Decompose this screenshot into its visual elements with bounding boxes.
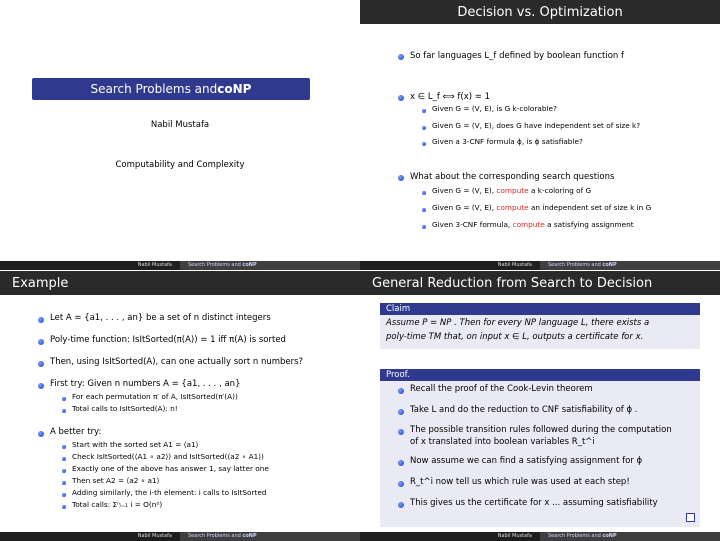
bullet-text: What about the corresponding search questions bbox=[410, 172, 615, 182]
sub-bullet-text: Check IsItSorted(⟨A1 ∘ a2⟩) and IsItSorted(⟨a2 ∘ A1⟩) bbox=[72, 452, 264, 461]
footer: Nabil Mustafa Search Problems and coNP bbox=[360, 261, 720, 270]
proof-text: Now assume we can find a satisfying assignment for ϕ bbox=[410, 456, 643, 466]
proof-text: The possible transition rules followed during the computation bbox=[410, 425, 672, 435]
sub-bullet-icon bbox=[62, 469, 66, 473]
bullet-icon bbox=[38, 361, 44, 367]
sub-bullet-icon bbox=[62, 493, 66, 497]
bullet-icon bbox=[38, 339, 44, 345]
bullet-text: Then, using IsItSorted(A), can one actually sort n numbers? bbox=[50, 357, 304, 367]
sub-bullet-text: Start with the sorted set A1 = ⟨a1⟩ bbox=[72, 440, 199, 449]
sub-bullet-text: Adding similarly, the i-th element: i calls to IsItSorted bbox=[72, 488, 267, 497]
sub-bullet-icon bbox=[422, 225, 426, 229]
sub-bullet-text: Given 3-CNF formula, compute a satisfying assignment bbox=[432, 220, 634, 229]
bullet-text: Let A = {a1, . . . , an} be a set of n distinct integers bbox=[50, 313, 271, 323]
bullet-icon bbox=[398, 481, 404, 487]
slide-general-reduction bbox=[360, 271, 720, 541]
sub-bullet-text: For each permutation π′ of A, IsItSorted(π′(A)) bbox=[72, 392, 238, 401]
proof-text: This gives us the certificate for x ... assuming satisfiability bbox=[410, 498, 658, 508]
bullet-icon bbox=[398, 388, 404, 394]
sub-bullet-text: Given G = (V, E), compute a k-coloring of G bbox=[432, 186, 592, 195]
bullet-icon bbox=[398, 429, 404, 435]
claim-block-title: Claim bbox=[380, 303, 700, 315]
bullet-text: Poly-time function: IsItSorted(π(A)) = 1 iff π(A) is sorted bbox=[50, 335, 286, 345]
sub-bullet-icon bbox=[62, 457, 66, 461]
bullet-icon bbox=[38, 431, 44, 437]
bullet-icon bbox=[398, 54, 404, 60]
slide-heading: Decision vs. Optimization bbox=[360, 0, 720, 24]
bullet-icon bbox=[398, 409, 404, 415]
sub-bullet-icon bbox=[62, 481, 66, 485]
claim-line-1: Assume P = NP . Then for every NP language L, there exists a bbox=[386, 318, 650, 328]
sub-bullet-icon bbox=[422, 126, 426, 130]
sub-bullet-icon bbox=[422, 191, 426, 195]
bullet-icon bbox=[38, 317, 44, 323]
bullet-icon bbox=[38, 383, 44, 389]
sub-bullet-text: Then set A2 = ⟨a2 ∘ a1⟩ bbox=[72, 476, 160, 485]
proof-text: Take L and do the reduction to CNF satisfiability of ϕ . bbox=[410, 405, 638, 415]
bullet-text: So far languages L_f defined by boolean function f bbox=[410, 51, 625, 61]
sub-bullet-text: Given a 3-CNF formula ϕ, is ϕ satisfiable? bbox=[432, 137, 583, 146]
sub-bullet-text: Given G = (V, E), compute an independent set of size k in G bbox=[432, 203, 652, 212]
bullet-icon bbox=[398, 175, 404, 181]
slide-heading: General Reduction from Search to Decision bbox=[360, 271, 720, 295]
sub-bullet-text: Exactly one of the above has answer 1, say latter one bbox=[72, 464, 269, 473]
footer: Nabil Mustafa Search Problems and coNP bbox=[0, 261, 360, 270]
sub-bullet-text: Given G = (V, E), is G k-colorable? bbox=[432, 104, 557, 113]
bullet-icon bbox=[398, 95, 404, 101]
bullet-icon bbox=[398, 460, 404, 466]
sub-bullet-icon bbox=[422, 142, 426, 146]
proof-text: R_t^i now tell us which rule was used at each step! bbox=[410, 477, 630, 487]
slide-example bbox=[0, 271, 360, 541]
slide-title bbox=[0, 0, 360, 270]
slide-heading: Example bbox=[0, 271, 360, 295]
sub-bullet-icon bbox=[422, 109, 426, 113]
sub-bullet-icon bbox=[62, 505, 66, 509]
proof-text-continued: of x translated into boolean variables R_t^i bbox=[410, 437, 595, 447]
claim-line-2: poly-time TM that, on input x ∈ L, outputs a certificate for x. bbox=[386, 332, 644, 342]
bullet-text: x ∈ L_f ⟺ f(x) = 1 bbox=[410, 92, 490, 102]
sub-bullet-icon bbox=[62, 397, 66, 401]
bullet-icon bbox=[398, 502, 404, 508]
proof-text: Recall the proof of the Cook-Levin theorem bbox=[410, 384, 593, 394]
qed-square-icon bbox=[686, 513, 695, 522]
author-name: Nabil Mustafa bbox=[150, 120, 210, 130]
bullet-text: A better try: bbox=[50, 427, 102, 437]
sub-bullet-icon bbox=[422, 208, 426, 212]
proof-block-title: Proof. bbox=[380, 369, 700, 381]
presentation-title: Search Problems and coNP bbox=[32, 78, 310, 100]
footer: Nabil Mustafa Search Problems and coNP bbox=[360, 532, 720, 541]
course-name: Computability and Complexity bbox=[115, 160, 245, 170]
bullet-text: First try: Given n numbers A = {a1, . . . , an} bbox=[50, 379, 241, 389]
sub-bullet-text: Given G = (V, E), does G have independent set of size k? bbox=[432, 121, 641, 130]
sub-bullet-text: Total calls to IsItSorted(A): n! bbox=[72, 404, 178, 413]
sub-bullet-text: Total calls: Σⁿᵢ₌₁ i = O(n²) bbox=[72, 500, 163, 509]
sub-bullet-icon bbox=[62, 445, 66, 449]
footer: Nabil Mustafa Search Problems and coNP bbox=[0, 532, 360, 541]
slide-decision-vs-optimization bbox=[360, 0, 720, 270]
sub-bullet-icon bbox=[62, 409, 66, 413]
